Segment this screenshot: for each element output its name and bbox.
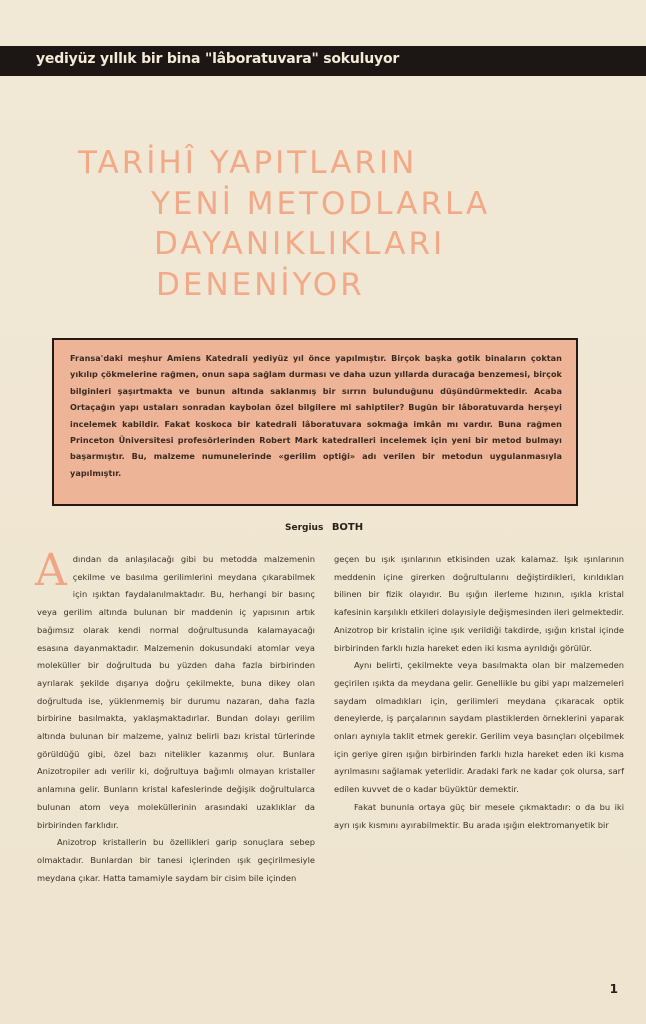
title-line-1: TARİHÎ YAPITLARIN — [78, 145, 418, 181]
title-line-3: DAYANIKLIKLARI — [154, 226, 446, 262]
drop-cap: A — [35, 545, 67, 596]
lead-paragraph-box — [52, 338, 578, 506]
body-text: dından da anlaşılacağı gibi bu metodda malzemenin çekilme ve basılma gerilimlerini meydana çıkarabilmek için ışıktan faydalanılmaktadır. Bu, herhangi bir basınç veya gerilim altında bulunan bir maddenin iç yapısının artık bağımsız olarak kendi normal doğrultusunda kalamayacağı esasına dayanmaktadır. Malzemenin dokusundaki atomlar veya moleküller bir doğrultuda bu yüzden daha fazla birbirinden ayrılarak şekilde dışarıya doğru çekilmekte, buna dikey olan doğrultuda ise, yüklenmemiş bir durumu nazaran, daha fazla birbirine basılmakta, yaklaşmaktadırlar. Bundan dolayı gerilim altında bulunan bir malzeme, yalnız belirli bazı kristal türlerinde görüldüğü gibi, özel bazı nitelikler kazanmış olur. Bunlara Anizotropiler adı verilir ki, doğrultuya bağımlı olmayan kristaller anlamına gelir. Bunların kristal kafeslerinde değişik doğrultularca bulunan atom veya moleküllerinin arasındaki uzaklıklar da birbirinden farklıdır. — [37, 554, 315, 830]
body-paragraph: geçen bu ışık ışınlarının etkisinden uzak kalamaz. Işık ışınlarının meddenin içine girerken doğrultularını değiştirdikleri, kırıldıkları bilinen bir fizik olayıdır. Bu ışığın ilerleme hızının, ışıkla kristal kafesinin karşılıklı etkileri dolayısiyle değişmesinden ileri gelmektedir. Anizotrop bir kristalin içine ışık verildiği takdirde, ışığın kristal içinde birbirinden farklı hızla hareket eden iki kısma ayrıldığı görülür. — [334, 554, 624, 653]
body-paragraph: Anizotrop kristallerin bu özellikleri garip sonuçlara sebep olmaktadır. Bunlardan bir tanesi içlerinden ışık geçirilmesiyle meydana çıkar. Hatta tamamiyle saydam bir cisim bile içinden — [37, 837, 315, 883]
body-column-left — [35, 545, 315, 887]
title-line-4: DENENİYOR — [156, 266, 365, 303]
section-header-text: yediyüz yıllık bir bina "lâboratuvara" sokuluyor — [36, 51, 400, 67]
body-paragraph: Fakat bununla ortaya güç bir mesele çıkmaktadır: o da bu iki ayrı ışık kısmını ayırabilmektir. Bu arada ışığın elektromanyetik bir — [334, 801, 624, 830]
title-line-2: YENİ METODLARLA — [151, 185, 491, 222]
body-column-right — [334, 551, 624, 834]
page-number: 1 — [609, 982, 618, 996]
author-first-name: Sergius — [285, 523, 324, 533]
author-last-name: BOTH — [331, 522, 364, 533]
lead-paragraph: Fransa'daki meşhur Amiens Katedrali yediyüz yıl önce yapılmıştır. Birçok başka gotik binaların çoktan yıkılıp çökmelerine rağmen, onun sapa sağlam durması ve daha uzun yıllarda duracağa benzemesi, birçok bilginleri şaşırtmakta ve bunun altında saklanmış bir sırrın bulunduğunu düşündürmektedir. Acaba Ortaçağın yapı ustaları sonradan kaybolan özel bilgilere mi sahiptiler? Bugün bir lâboratuvarda herşeyi incelemek kabildir. Fakat koskoca bir katedrali lâboratuvara sokmağa imkân mı vardır. Buna rağmen Princeton Üniversitesi profesörlerinden Robert Mark katedralleri incelemek için yeni bir metod bulmayı başarmıştır. Bu, malzeme numunelerinde «gerilim optiği» adı verilen bir metodun uygulanmasıyla yapılmıştır. — [70, 353, 562, 478]
article-title — [78, 143, 618, 305]
author-byline — [285, 522, 363, 533]
body-paragraph — [35, 545, 315, 834]
body-paragraph: Aynı belirti, çekilmekte veya basılmakta olan bir malzemeden geçirilen ışıkta da meydana gelir. Genellikle bu gibi yapı malzemeleri saydam olmadıkları için, gerilimleri meydana çıkaracak optik deneylerde, iş parçalarının saydam plastiklerden örneklerini yaparak onları aynıyla taklit etmek gerekir. Gerilim veya basınçları olçebilmek için geriye giren ışığın birbirinden farklı hızla hareket eden iki kısma ayrılmasını sağlamak yeterlidir. Aradaki fark ne kadar çok olursa, sarf edilen kuvvet de o kadar büyüktür demektir. — [334, 660, 624, 795]
section-header-band — [0, 46, 646, 76]
